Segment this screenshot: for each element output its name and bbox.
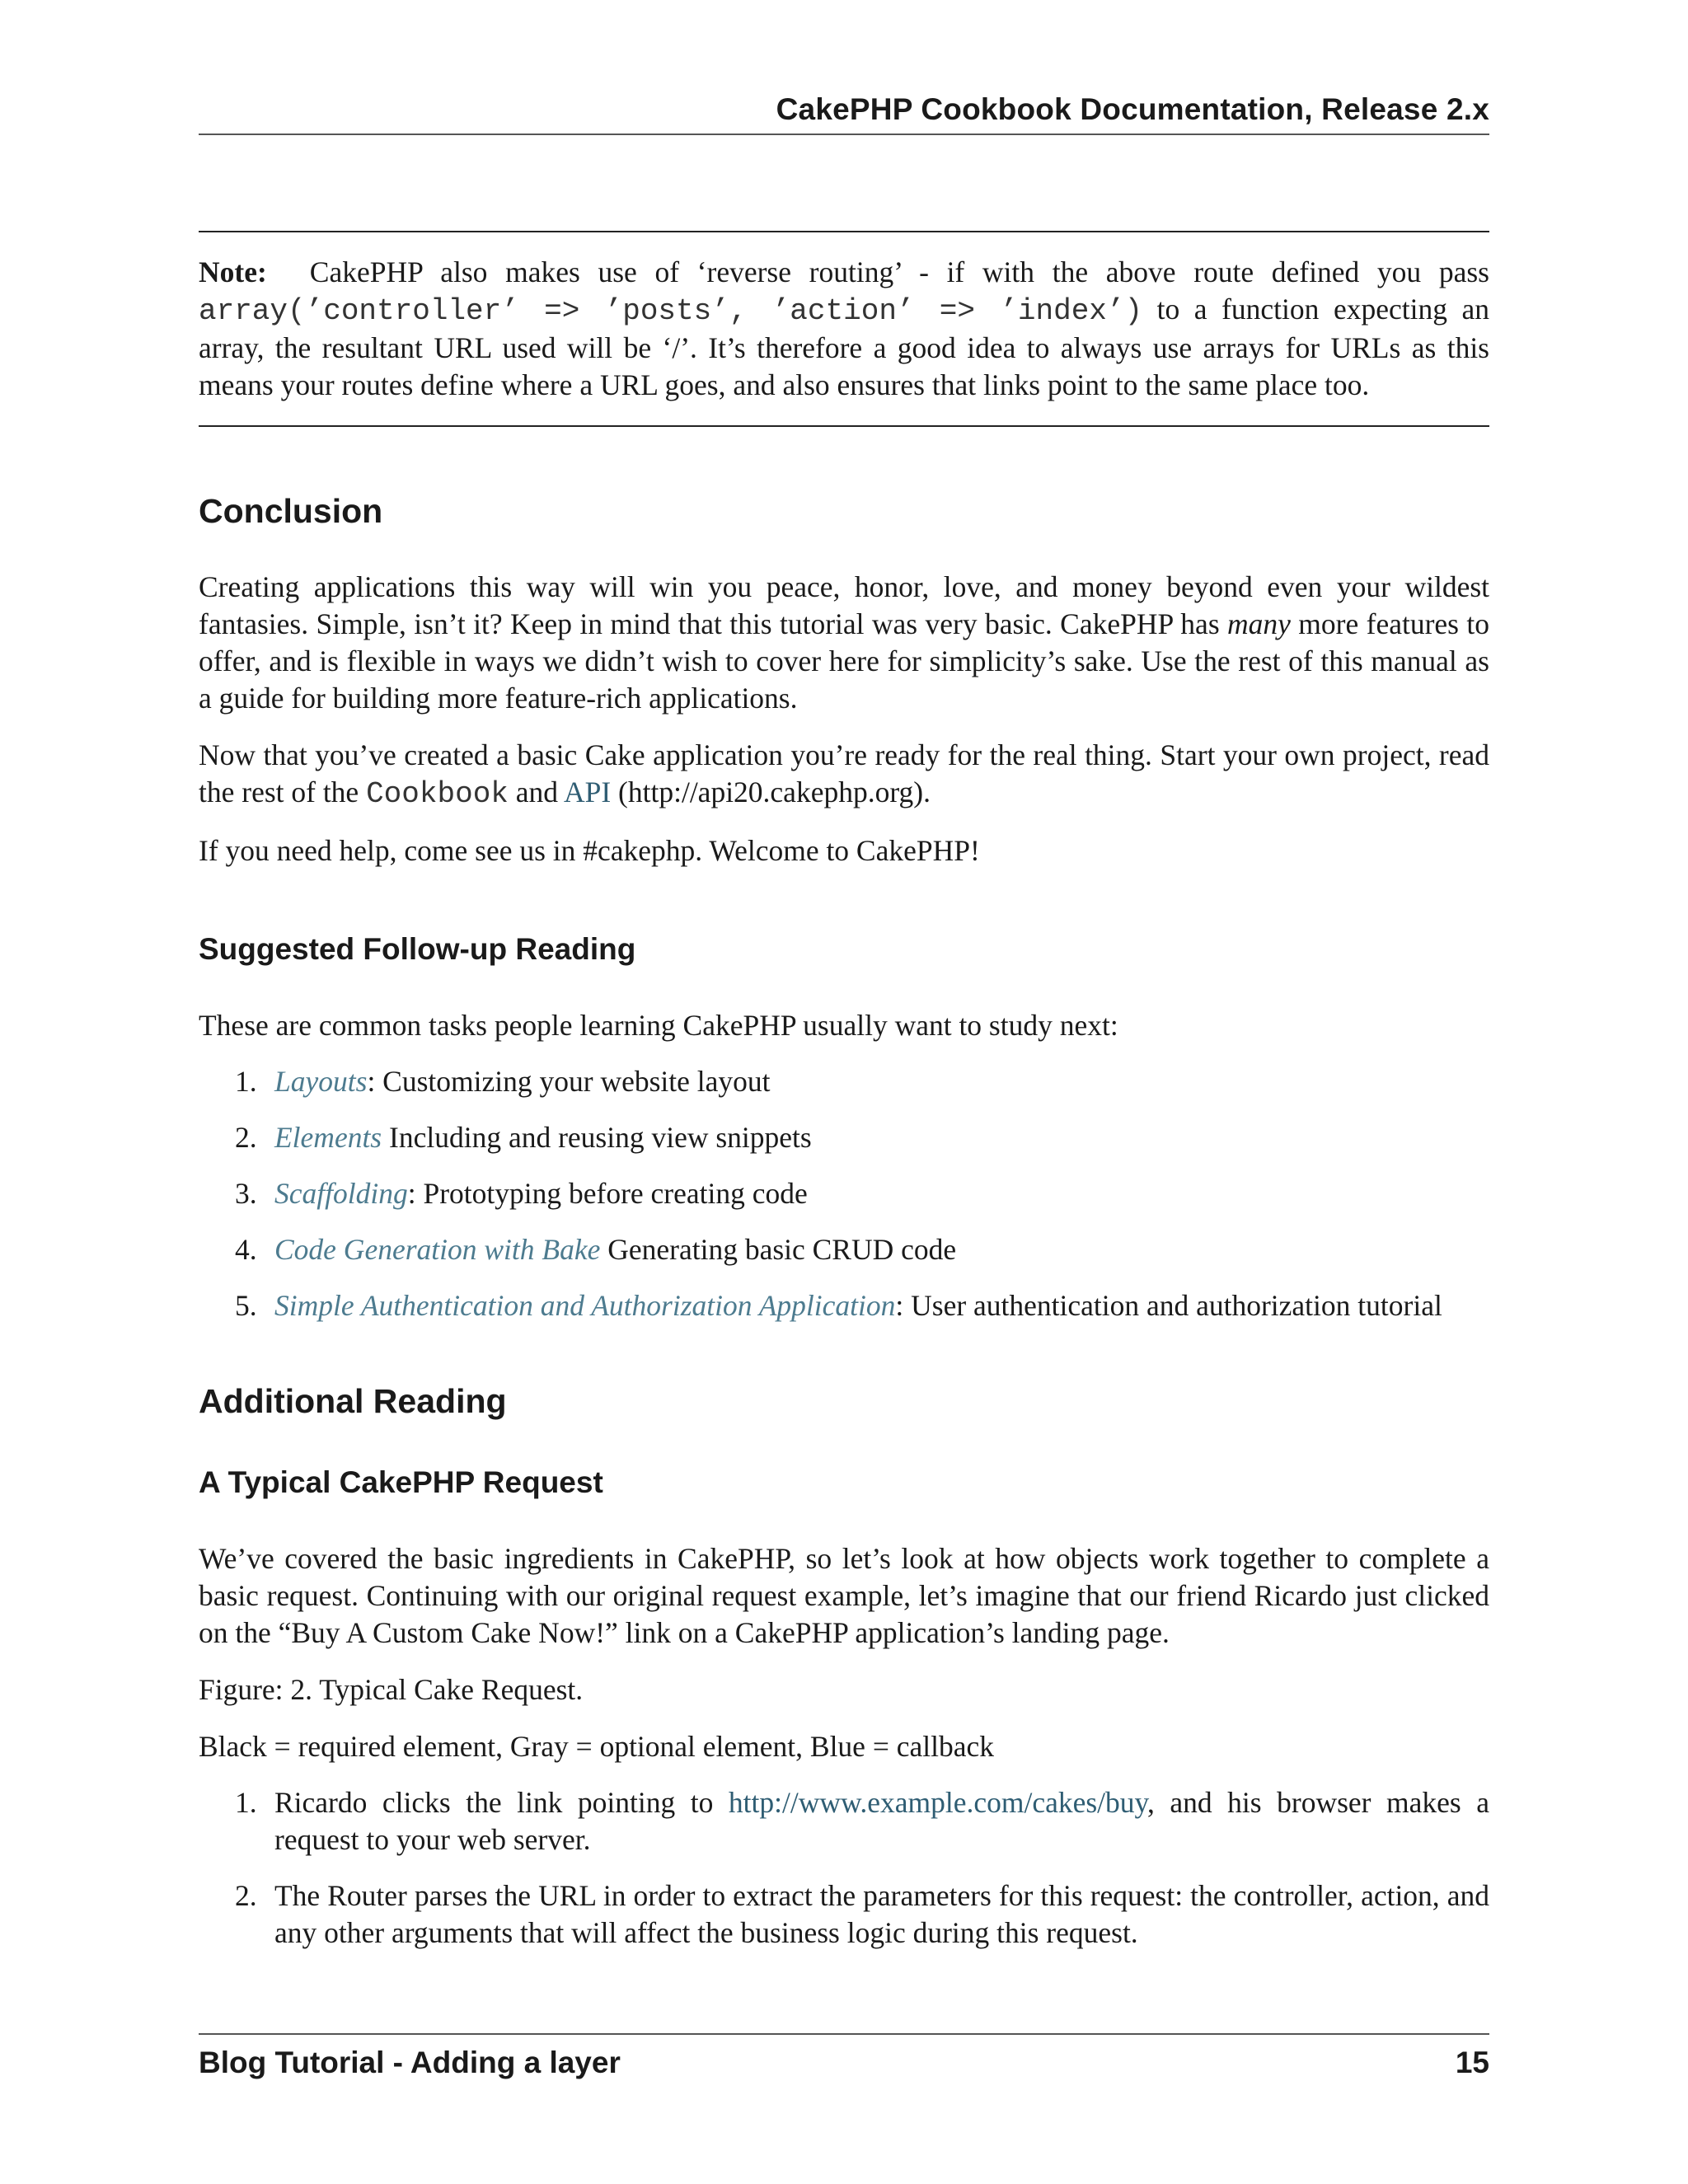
list-item-text: Generating basic CRUD code <box>600 1233 957 1266</box>
typical-request-heading: A Typical CakePHP Request <box>199 1465 603 1499</box>
list-item <box>199 1231 1489 1268</box>
list-item <box>199 1877 1489 1952</box>
conclusion-p1-b: more features to offer, and is flexible in ways we didn’t wish to cover here for simplicity’s sake. Use the rest of this manual as a guide for building more feature-rich applications. <box>199 607 1489 715</box>
scaffolding-link[interactable]: Scaffolding <box>274 1177 408 1210</box>
conclusion-paragraph-3: If you need help, come see us in #cakephp. Welcome to CakePHP! <box>199 834 980 867</box>
note-code: array(’controller’ => ’posts’, ’action’ => ’index’) <box>199 294 1143 328</box>
footer-section-title: Blog Tutorial - Adding a layer <box>199 2046 621 2079</box>
list-number: 2. <box>235 1121 257 1154</box>
list-item <box>199 1175 1489 1212</box>
list-item-text: : Customizing your website layout <box>367 1065 771 1098</box>
list-number: 5. <box>235 1289 257 1322</box>
note-box <box>199 231 1489 427</box>
step-text: Ricardo clicks the link pointing to <box>274 1786 729 1819</box>
list-item-text: Including and reusing view snippets <box>382 1121 812 1154</box>
example-url-link[interactable]: http://www.example.com/cakes/buy <box>728 1786 1147 1819</box>
list-number: 4. <box>235 1233 257 1266</box>
list-item <box>199 1784 1489 1858</box>
api-link[interactable]: API <box>563 776 612 808</box>
footer-rule <box>199 2033 1489 2035</box>
step-text: , and his browser makes a request to your web server. <box>274 1786 1489 1856</box>
conclusion-p2-a: Now that you’ve created a basic Cake application you’re ready for the real thing. Start your own project, read the rest of the <box>199 738 1489 808</box>
typical-request-paragraph: We’ve covered the basic ingredients in CakePHP, so let’s look at how objects work together to complete a basic request. Continuing with our original request example, let’s imagine that our friend Ricardo just clicked on the “Buy A Custom Cake Now!” link on a CakePHP application’s landing page. <box>199 1542 1489 1649</box>
followup-intro: These are common tasks people learning CakePHP usually want to study next: <box>199 1009 1118 1042</box>
figure-legend: Black = required element, Gray = optional element, Blue = callback <box>199 1730 994 1763</box>
list-number: 3. <box>235 1177 257 1210</box>
list-number: 1. <box>235 1786 257 1819</box>
conclusion-p2-b: and <box>508 776 564 808</box>
list-item <box>199 1119 1489 1156</box>
document-page <box>199 0 1489 2184</box>
conclusion-paragraph-2 <box>199 737 1489 813</box>
list-item <box>199 1063 1489 1100</box>
note-paragraph <box>199 254 1489 404</box>
simple-auth-link[interactable]: Simple Authentication and Authorization Application <box>274 1289 896 1322</box>
request-steps-list <box>199 1784 1489 1952</box>
note-text-1: CakePHP also makes use of ‘reverse routing’ - if with the above route defined you pass <box>309 255 1489 288</box>
typical-request-body <box>199 1540 1489 1971</box>
list-item <box>199 1287 1489 1324</box>
figure-caption: Figure: 2. Typical Cake Request. <box>199 1673 584 1706</box>
step-text: The Router parses the URL in order to extract the parameters for this request: the controller, action, and any other arguments that will affect the business logic during this request. <box>274 1879 1489 1949</box>
list-item-text: : Prototyping before creating code <box>407 1177 808 1210</box>
layouts-link[interactable]: Layouts <box>274 1065 368 1098</box>
list-item-text: : User authentication and authorization tutorial <box>895 1289 1442 1322</box>
elements-link[interactable]: Elements <box>274 1121 382 1154</box>
list-number: 1. <box>235 1065 257 1098</box>
additional-reading-heading: Additional Reading <box>199 1382 507 1420</box>
conclusion-p1-a: Creating applications this way will win you peace, honor, love, and money beyond even your wildest fantasies. Simple, isn’t it? Keep in mind that this tutorial was very basic. CakePHP has <box>199 570 1489 640</box>
cookbook-code: Cookbook <box>366 777 509 811</box>
list-number: 2. <box>235 1879 257 1912</box>
running-header: CakePHP Cookbook Documentation, Release 2.x <box>776 92 1489 126</box>
conclusion-body <box>199 569 1489 889</box>
conclusion-p1-emphasis: many <box>1227 607 1291 640</box>
conclusion-paragraph-1 <box>199 569 1489 717</box>
conclusion-heading: Conclusion <box>199 492 383 530</box>
followup-heading: Suggested Follow-up Reading <box>199 932 636 966</box>
conclusion-p2-c: (http://api20.cakephp.org). <box>611 776 931 808</box>
note-label: Note: <box>199 255 267 288</box>
header-rule <box>199 134 1489 135</box>
page-number: 15 <box>1455 2046 1489 2079</box>
note-text-2: to a function expecting an array, the resultant URL used will be ‘/’. It’s therefore a good idea to always use arrays for URLs as this means your routes define where a URL goes, and also ensures that links point to the same place too. <box>199 293 1489 401</box>
followup-body <box>199 1007 1489 1343</box>
code-generation-link[interactable]: Code Generation with Bake <box>274 1233 601 1266</box>
followup-list <box>199 1063 1489 1324</box>
